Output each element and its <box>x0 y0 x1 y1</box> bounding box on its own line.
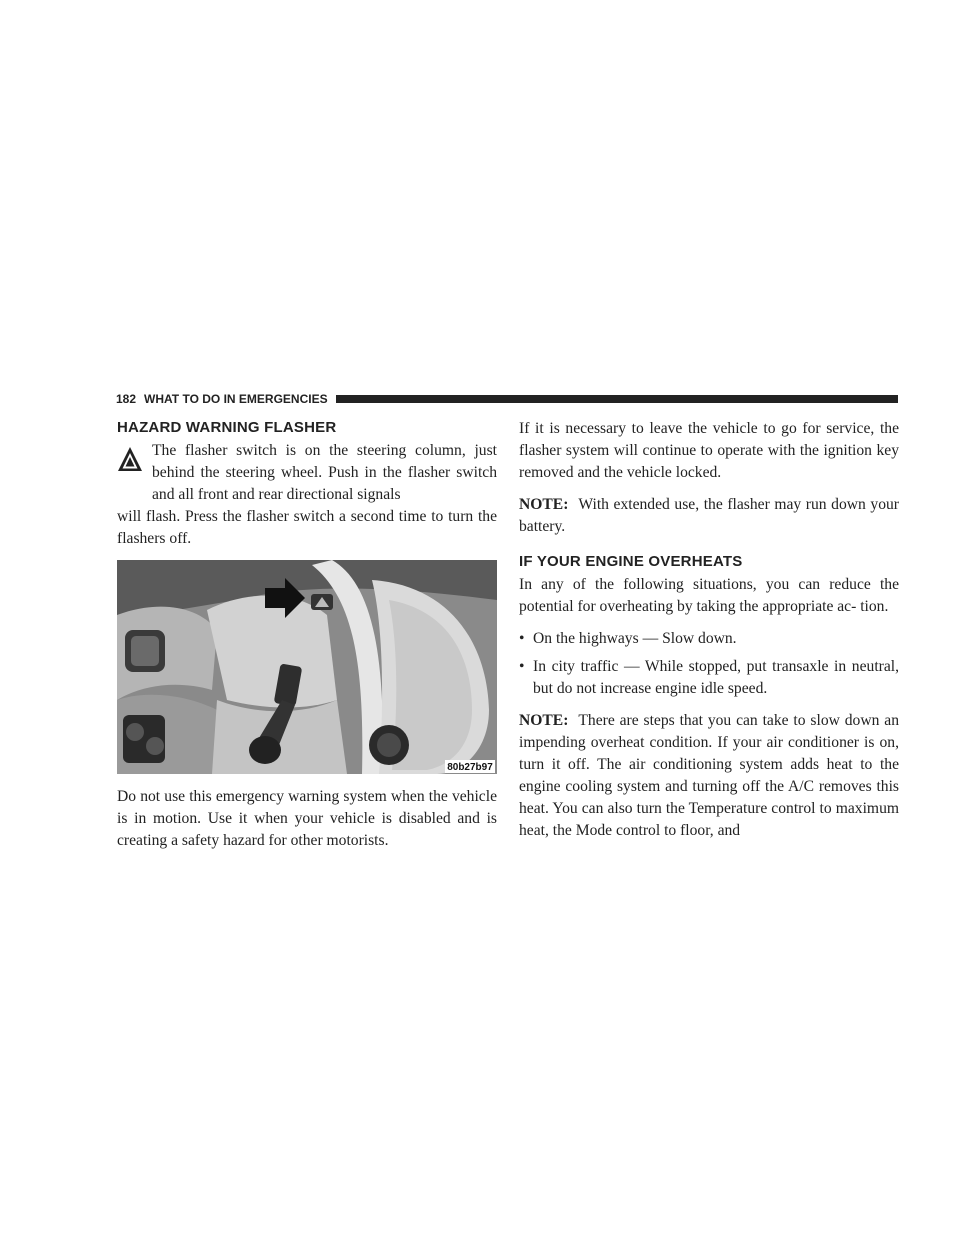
running-header <box>116 391 898 407</box>
overheat-note <box>519 710 899 842</box>
hazard-usage-paragraph: Do not use this emergency warning system when the vehicle is in motion. Use it when your vehicle is disabled and is creating a safety hazard for other motorists. <box>117 788 497 849</box>
right-column <box>519 418 899 852</box>
note-text: With extended use, the flasher may run down your battery. <box>519 496 899 535</box>
flasher-service-paragraph: If it is necessary to leave the vehicle to go for service, the flasher system will continue to operate with the ignition key removed and the vehicle locked. <box>519 420 899 481</box>
steering-column-illustration <box>117 560 497 774</box>
hazard-intro <box>117 440 497 506</box>
bullet-icon: • <box>519 630 525 647</box>
steering-column-figure <box>117 560 497 774</box>
overheat-intro-paragraph: In any of the following situations, you can reduce the potential for overheating by taking the appropriate ac- tion. <box>519 576 899 615</box>
note-text: There are steps that you can take to slow down an impending overheat condition. If your air conditioner is on, turn it off. The air conditioning system adds heat to the engine cooling system and turning off the A/C removes this heat. You can also turn the Temperature control to maximum heat, the Mode control to floor, and <box>519 712 899 839</box>
bullet-icon: • <box>519 658 525 675</box>
list-item <box>519 628 899 650</box>
hazard-intro-text: The flasher switch is on the steering column, just behind the steering wheel. Push in the flasher switch and all front and rear directional signals <box>152 442 497 503</box>
note-label: NOTE: <box>519 712 569 729</box>
overheat-heading: IF YOUR ENGINE OVERHEATS <box>519 553 743 570</box>
header-rule <box>336 395 898 403</box>
list-item-text: In city traffic — While stopped, put transaxle in neutral, but do not increase engine idle speed. <box>533 658 899 697</box>
left-column <box>117 418 497 862</box>
hazard-flasher-heading: HAZARD WARNING FLASHER <box>117 419 337 436</box>
flasher-battery-note <box>519 494 899 538</box>
hazard-intro-continued: will flash. Press the flasher switch a second time to turn the flashers off. <box>117 508 497 547</box>
section-title: WHAT TO DO IN EMERGENCIES <box>144 392 328 406</box>
page-number: 182 <box>116 392 137 406</box>
note-label: NOTE: <box>519 496 569 513</box>
figure-code: 80b27b97 <box>447 762 493 773</box>
list-item <box>519 656 899 700</box>
list-item-text: On the highways — Slow down. <box>533 630 737 647</box>
hazard-triangle-icon <box>117 446 143 472</box>
